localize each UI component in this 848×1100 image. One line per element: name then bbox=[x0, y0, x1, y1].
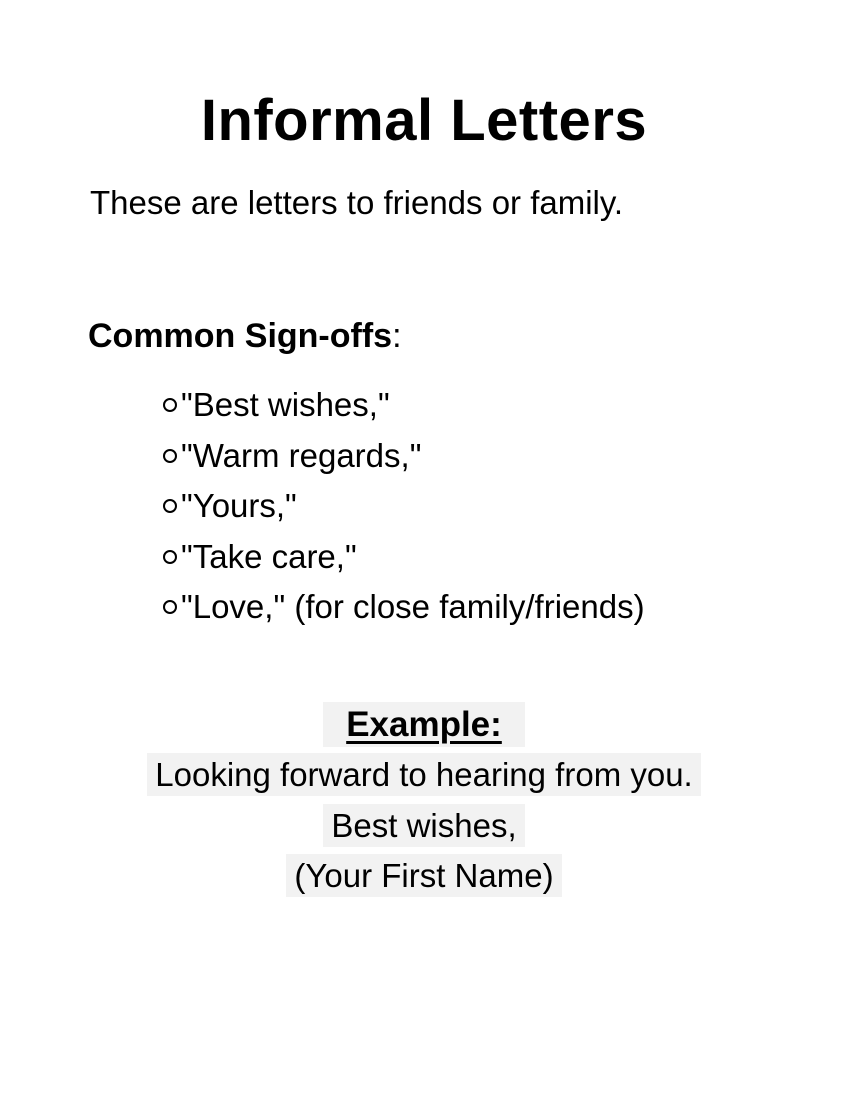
example-heading: Example: bbox=[323, 702, 525, 747]
signoffs-heading-label: Common Sign-offs bbox=[88, 317, 393, 355]
intro-text: These are letters to friends or family. bbox=[90, 184, 624, 221]
example-text-line: (Your First Name) bbox=[286, 854, 561, 897]
example-section bbox=[0, 700, 848, 902]
hollow-circle-bullet-icon bbox=[163, 449, 177, 463]
signoff-text: "Love," (for close family/friends) bbox=[181, 588, 645, 626]
example-line bbox=[0, 851, 848, 902]
hollow-circle-bullet-icon bbox=[163, 550, 177, 564]
example-text-line: Best wishes, bbox=[323, 804, 524, 847]
hollow-circle-bullet-icon bbox=[163, 600, 177, 614]
page-title: Informal Letters bbox=[200, 88, 648, 153]
list-item bbox=[0, 532, 848, 583]
signoff-text: "Warm regards," bbox=[181, 436, 422, 474]
signoff-text: "Take care," bbox=[181, 537, 357, 575]
list-item bbox=[0, 481, 848, 532]
signoffs-heading bbox=[88, 314, 848, 358]
example-text-line: Looking forward to hearing from you. bbox=[147, 753, 700, 796]
example-line bbox=[0, 750, 848, 801]
list-item bbox=[0, 582, 848, 633]
signoffs-heading-colon: : bbox=[392, 317, 402, 355]
hollow-circle-bullet-icon bbox=[163, 398, 177, 412]
signoff-text: "Best wishes," bbox=[181, 386, 390, 424]
signoffs-list bbox=[0, 380, 848, 633]
hollow-circle-bullet-icon bbox=[163, 499, 177, 513]
list-item bbox=[0, 380, 848, 431]
example-line bbox=[0, 801, 848, 852]
list-item bbox=[0, 431, 848, 482]
example-heading-line bbox=[0, 700, 848, 751]
signoff-text: "Yours," bbox=[181, 487, 297, 525]
